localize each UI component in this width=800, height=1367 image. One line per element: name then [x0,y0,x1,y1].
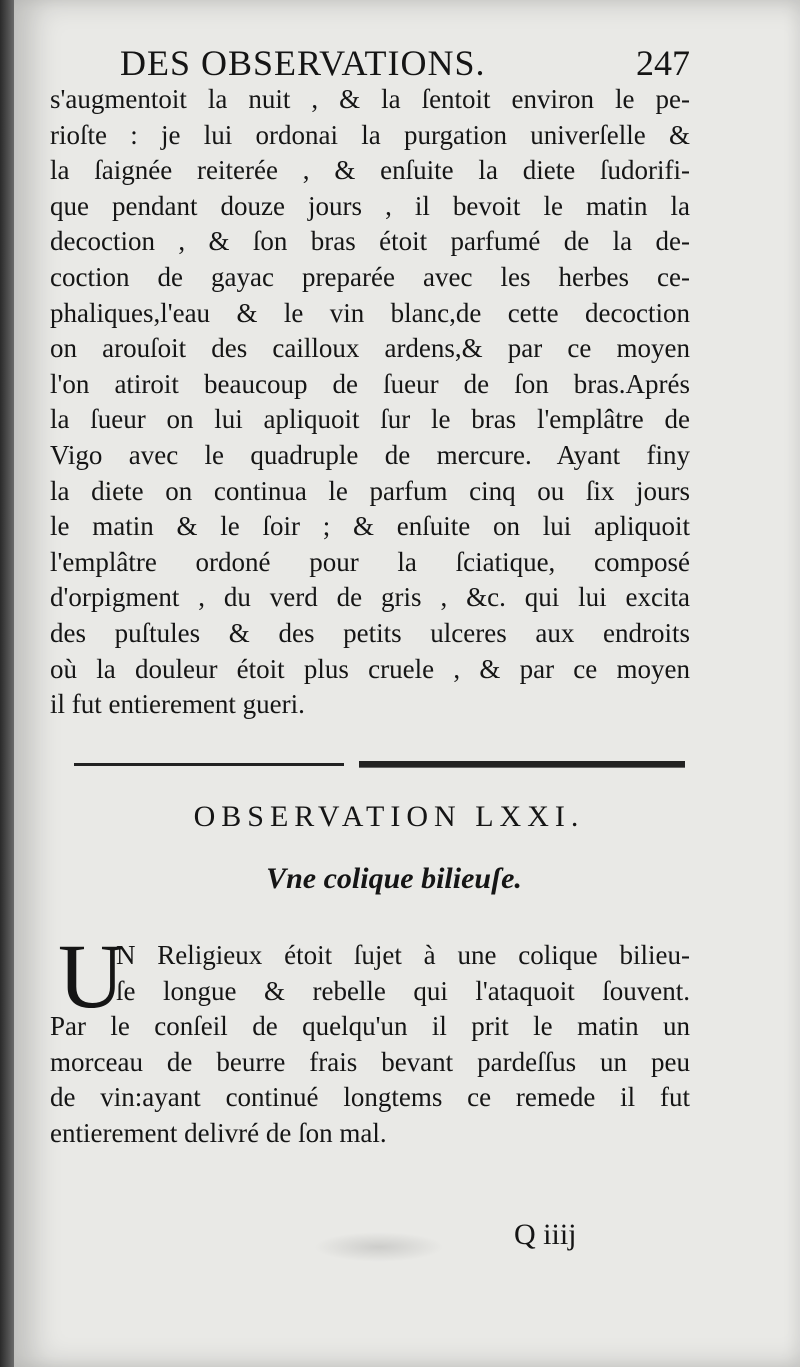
text-line: il fut entierement gueri. [50,689,305,720]
paragraph-observation [50,938,690,1152]
page-number: 247 [636,43,690,83]
book-page [14,0,800,1367]
divider-rule-thick [359,761,685,768]
section-subtitle: Vne colique bilieuſe. [266,862,522,895]
text-line: on arouſoit des cailloux ardens,& par ce moyen [50,333,690,364]
text-line: la ſueur on lui apliquoit ſur le bras l'emplâtre de [50,404,690,435]
text-line: entierement delivré de ſon mal. [50,1117,387,1148]
text-line: d'orpigment , du verd de gris , &c. qui lui excita [50,582,690,613]
text-line: phaliques,l'eau & le vin blanc,de cette decoction [50,297,690,328]
signature-mark: Q iiij [514,1218,577,1251]
text-line: N Religieux étoit ſujet à une colique bilieu- [116,940,690,970]
text-line: des puſtules & des petits ulceres aux endroits [50,617,690,648]
text-line: decoction , & ſon bras étoit parfumé de la de- [50,226,690,257]
text-line: s'augmentoit la nuit , & la ſentoit environ le pe- [50,84,690,114]
text-line: l'on atiroit beaucoup de ſueur de ſon bras.Aprés [50,368,690,399]
running-title: DES OBSERVATIONS. [120,43,486,83]
ink-smudge [314,1232,444,1262]
text-line: Vigo avec le quadruple de mercure. Ayant finy [50,439,690,470]
text-line: de vin:ayant continué longtems ce remede il fut [50,1082,690,1113]
book-gutter-shadow [0,0,14,1367]
section-title: OBSERVATION LXXI. [193,800,585,833]
paragraph-continued [50,82,690,723]
text-line: l'emplâtre ordoné pour la ſciatique, composé [50,546,690,577]
text-line: la diete on continua le parfum cinq ou ſix jours [50,475,690,506]
text-line: Par le conſeil de quelqu'un il prit le matin un [50,1011,690,1042]
text-line: que pendant douze jours , il bevoit le matin la [50,190,690,221]
text-line: le matin & le ſoir ; & enſuite on lui apliquoit [50,511,690,542]
text-line: morceau de beurre frais bevant pardeſſus un peu [50,1046,690,1077]
text-line: ſe longue & rebelle qui l'ataquoit ſouvent. [116,975,690,1006]
text-line: rioſte : je lui ordonai la purgation univerſelle & [50,119,690,150]
text-line: coction de gayac preparée avec les herbes ce- [50,261,690,292]
text-line: où la douleur étoit plus cruele , & par ce moyen [50,653,690,684]
divider-rule-thin [74,763,344,766]
text-line: la ſaignée reiterée , & enſuite la diete ſudorifi- [50,155,690,186]
drop-capital: U [58,925,125,1027]
